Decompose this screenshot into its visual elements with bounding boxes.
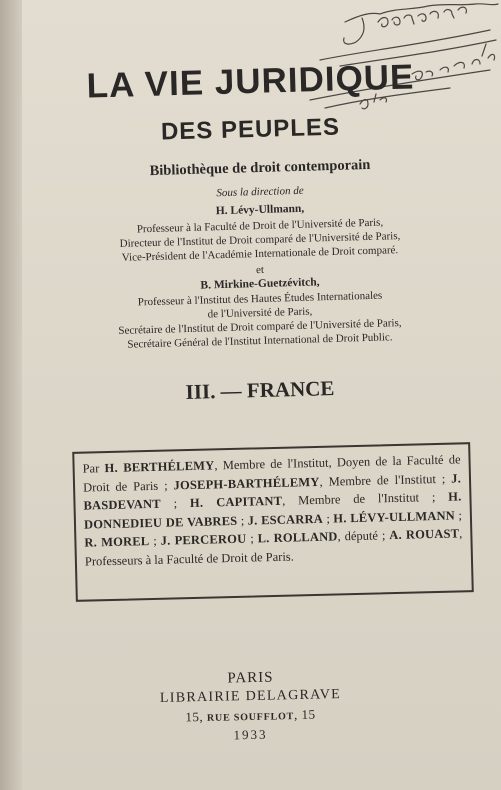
author-name: H. CAPITANT <box>189 493 283 511</box>
series-title: LA VIE JURIDIQUE <box>86 57 415 106</box>
direction-label: Sous la direction de <box>216 184 304 200</box>
author-name: H. DONNEDIEU DE VABRES <box>83 489 462 532</box>
director1-title: Professeur à la Faculté de Droit de l'Université de Paris, <box>136 216 384 236</box>
conjunction: et <box>255 263 265 277</box>
author-name: J. ESCARRA <box>247 511 324 528</box>
imprint-address: 15, RUE SOUFFLOT, 15 <box>185 706 316 725</box>
author-name: A. ROUAST <box>389 526 460 543</box>
authors-text: Par H. BERTHÉLEMY, Membre de l'Institut, Doyen de la Faculté de Droit de Paris ; JOSEPH-BARTHÉLEMY, Membre de l'Institut ; J. BASDEVANT ; H. CAPITANT, Membre de l'Institut ; H. DONNEDIEU DE VABRES ; J. ESCARRA ; H. LÉVY-ULLMANN ; R. MOREL ; J. PERCEROU ; L. ROLLAND, député ; A. ROUAST, Professeurs à la Faculté de Droit de Paris. <box>82 452 463 569</box>
director2-name: B. Mirkine-Guetzévitch, <box>200 276 320 292</box>
director2-title: Secrétaire Général de l'Institut International de Droit Public. <box>127 331 393 351</box>
series-title-2: DES PEUPLES <box>160 113 341 146</box>
director1-title: Directeur de l'Institut de Droit comparé de l'Université de Paris, <box>119 230 401 250</box>
author-name: JOSEPH-BARTHÉLEMY <box>173 474 320 492</box>
subtitle: Bibliothèque de droit contemporain <box>149 156 371 180</box>
author-name: R. MOREL <box>84 534 150 550</box>
director2-title: Secrétaire de l'Institut de Droit comparé de l'Université de Paris, <box>118 317 402 337</box>
imprint-street: RUE SOUFFLOT <box>206 711 295 724</box>
director2-title: de l'Université de Paris, <box>207 305 313 321</box>
director1-title: Vice-Président de l'Académie Internationale de Droit comparé. <box>121 244 399 264</box>
director2-title: Professeur à l'Institut des Hautes Études Internationales <box>137 289 383 309</box>
author-name: H. LÉVY-ULLMANN <box>333 508 456 526</box>
author-name: J. BASDEVANT <box>83 470 462 513</box>
author-name: L. ROLLAND <box>257 529 338 546</box>
author-name: J. PERCEROU <box>160 531 247 548</box>
director1-name: H. Lévy-Ullmann, <box>215 202 305 218</box>
imprint-year: 1933 <box>233 726 268 743</box>
imprint-publisher: LIBRAIRIE DELAGRAVE <box>159 687 342 706</box>
authors-box <box>72 442 474 602</box>
binding-shadow <box>0 0 22 790</box>
volume-title: III. — FRANCE <box>185 376 335 404</box>
author-name: H. BERTHÉLEMY <box>104 458 215 476</box>
imprint-city: PARIS <box>227 669 274 687</box>
